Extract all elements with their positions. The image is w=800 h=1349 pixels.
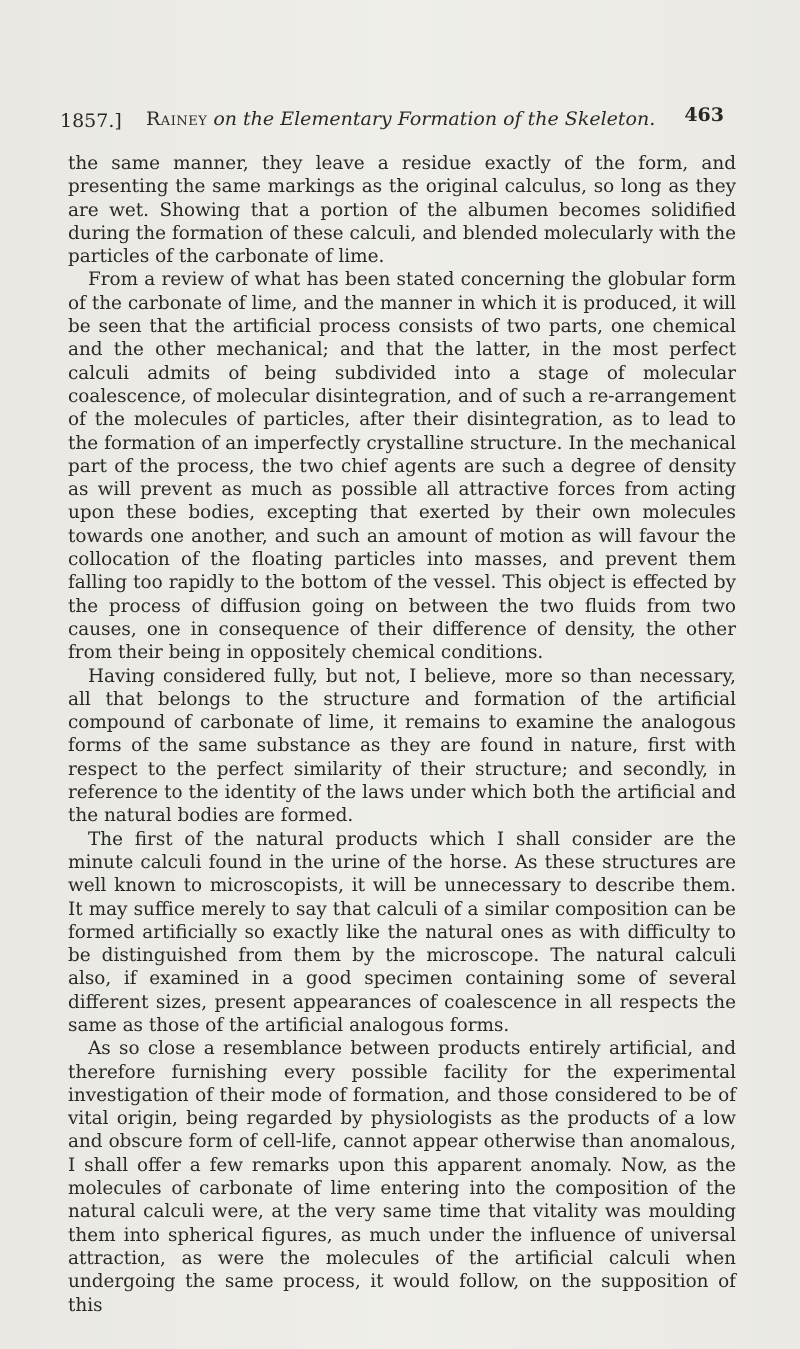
paragraph-3: Having considered fully, but not, I believe, more so than necessary, all that belongs to the structure and formation of the artificial compound of carbonate of lime, it remains to examine the analogous forms of the same substance as they are found in nature, first with respect to the perfect similarity of their structure; and secondly, in reference to the identity of the laws under which both the artificial and the natural bodies are formed. [68,665,736,827]
header-author: Rainey [146,108,208,130]
paragraph-5: As so close a resemblance between products entirely artificial, and therefore furnishing every possible facility for the experimental investigation of their mode of formation, and those considered to be of vital origin, being regarded by physiologists as the products of a low and obscure form of cell-life, cannot appear otherwise than anomalous, I shall offer a few remarks upon this apparent anomaly. Now, as the molecules of carbonate of lime entering into the composition of the natural calculi were, at the very same time that vitality was moulding them into spherical figures, as much under the influence of universal attraction, as were the molecules of the artificial calculi when undergoing the same process, it would follow, on the supposition of this [68,1038,736,1316]
paragraph-2: From a review of what has been stated concerning the globular form of the carbonate of lime, and the manner in which it is produced, it will be seen that the artificial process consists of two parts, one chemical and the other mechanical; and that the latter, in the most perfect calculi admits of being subdivided into a stage of molecular coalescence, of molecular disintegration, and of such a re-arrangement of the molecules of particles, after their disintegration, as to lead to the formation of an imperfectly crystalline structure. In the mechanical part of the process, the two chief agents are such a degree of density as will prevent as much as possible all attractive forces from acting upon these bodies, excepting that exerted by their own molecules towards one another, and such an amount of motion as will favour the collocation of the floating particles into masses, and prevent them falling too rapidly to the bottom of the vessel. This object is effected by the process of diffusion going on between the two fluids from two causes, one in consequence of their difference of density, the other from their being in oppositely chemical conditions. [68,269,736,664]
page-number: 463 [684,104,724,126]
running-header [60,104,724,136]
paragraph-4: The first of the natural products which I shall consider are the minute calculi found in the urine of the horse. As these structures are well known to microscopists, it will be unnecessary to describe them. It may suffice merely to say that calculi of a similar composition can be formed artificially so exactly like the natural ones as with difficulty to be distinguished from them by the microscope. The natural calculi also, if examined in a good specimen containing some of several different sizes, present appearances of coalescence in all respects the same as those of the artificial analogous forms. [68,828,736,1036]
body-text [68,152,736,1317]
running-title [146,108,655,130]
header-year: 1857.] [60,110,122,132]
paragraph-1: the same manner, they leave a residue exactly of the form, and presenting the same markings as the original calculus, so long as they are wet. Showing that a portion of the albumen becomes solidified during the formation of these calculi, and blended molecularly with the particles of the carbonate of lime. [68,153,736,268]
header-title: on the Elementary Formation of the Skeleton. [213,108,656,130]
